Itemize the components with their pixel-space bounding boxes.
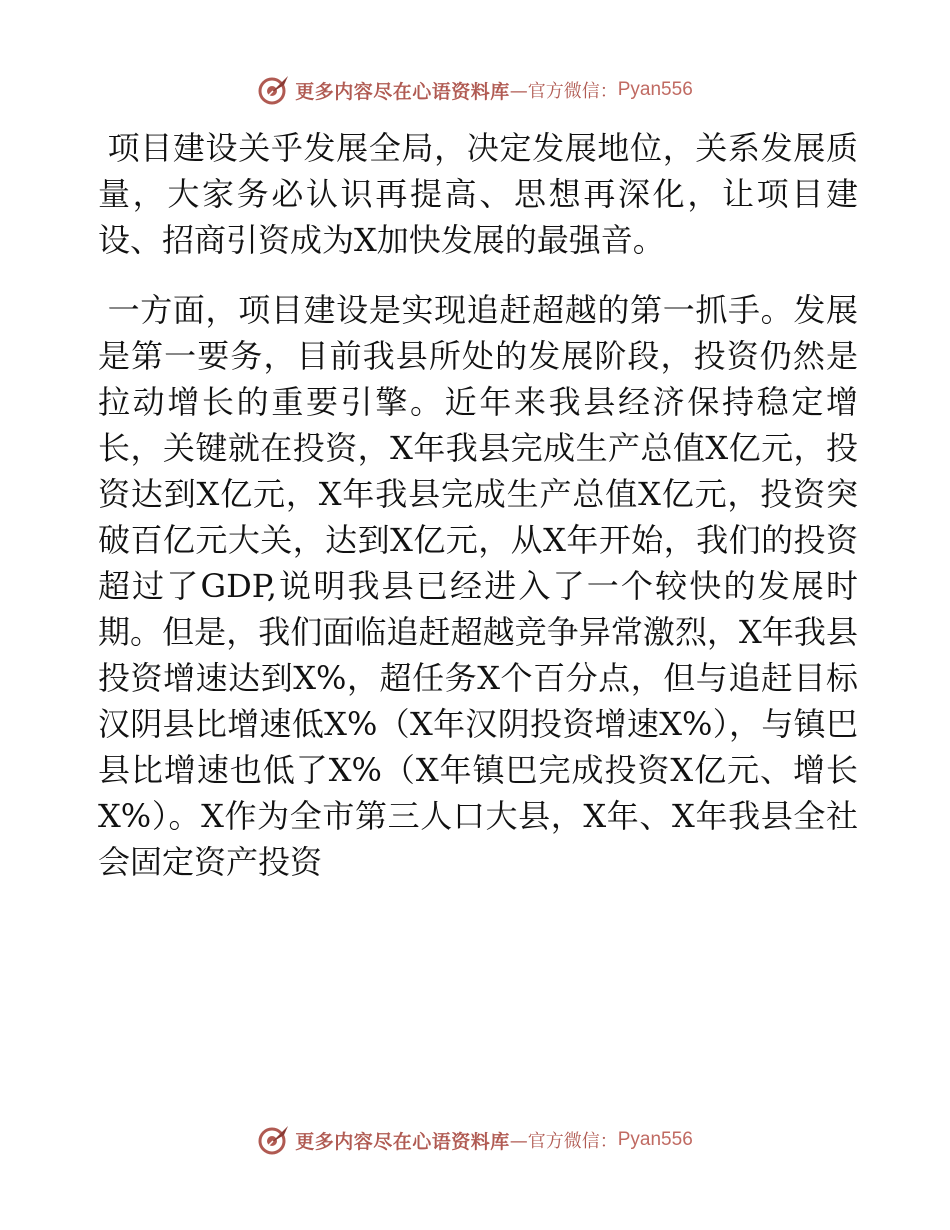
document-body — [98, 125, 858, 885]
banner-separator: —官方微信： — [509, 1131, 618, 1152]
quill-pen-logo-icon — [257, 1123, 291, 1157]
banner-separator: —官方微信： — [509, 81, 618, 102]
wechat-id: Pyan556 — [617, 79, 693, 100]
quill-pen-logo-icon — [257, 73, 291, 107]
paragraph-1: 项目建设关乎发展全局，决定发展地位，关系发展质量，大家务必认识再提高、思想再深化，让项目建设、招商引资成为X加快发展的最强音。 — [98, 129, 858, 259]
banner-text: 更多内容尽在心语资料库 — [295, 80, 510, 103]
banner-text: 更多内容尽在心语资料库 — [295, 1130, 510, 1153]
wechat-id: Pyan556 — [617, 1129, 693, 1150]
header-banner — [0, 70, 950, 110]
paragraph-2: 一方面，项目建设是实现追赶超越的第一抓手。发展是第一要务，目前我县所处的发展阶段，投资仍然是拉动增长的重要引擎。近年来我县经济保持稳定增长，关键就在投资，X年我县完成生产总值X亿元，投资达到X亿元，X年我县完成生产总值X亿元，投资突破百亿元大关，达到X亿元，从X年开始，我们的投资超过了GDP,说明我县已经进入了一个较快的发展时期。但是，我们面临追赶超越竞争异常激烈，X年我县投资增速达到X%，超任务X个百分点，但与追赶目标汉阴县比增速低X%（X年汉阴投资增速X%），与镇巴县比增速也低了X%（X年镇巴完成投资X亿元、增长X%）。X作为全市第三人口大县，X年、X年我县全社会固定资产投资 — [98, 291, 858, 881]
footer-banner — [0, 1120, 950, 1160]
